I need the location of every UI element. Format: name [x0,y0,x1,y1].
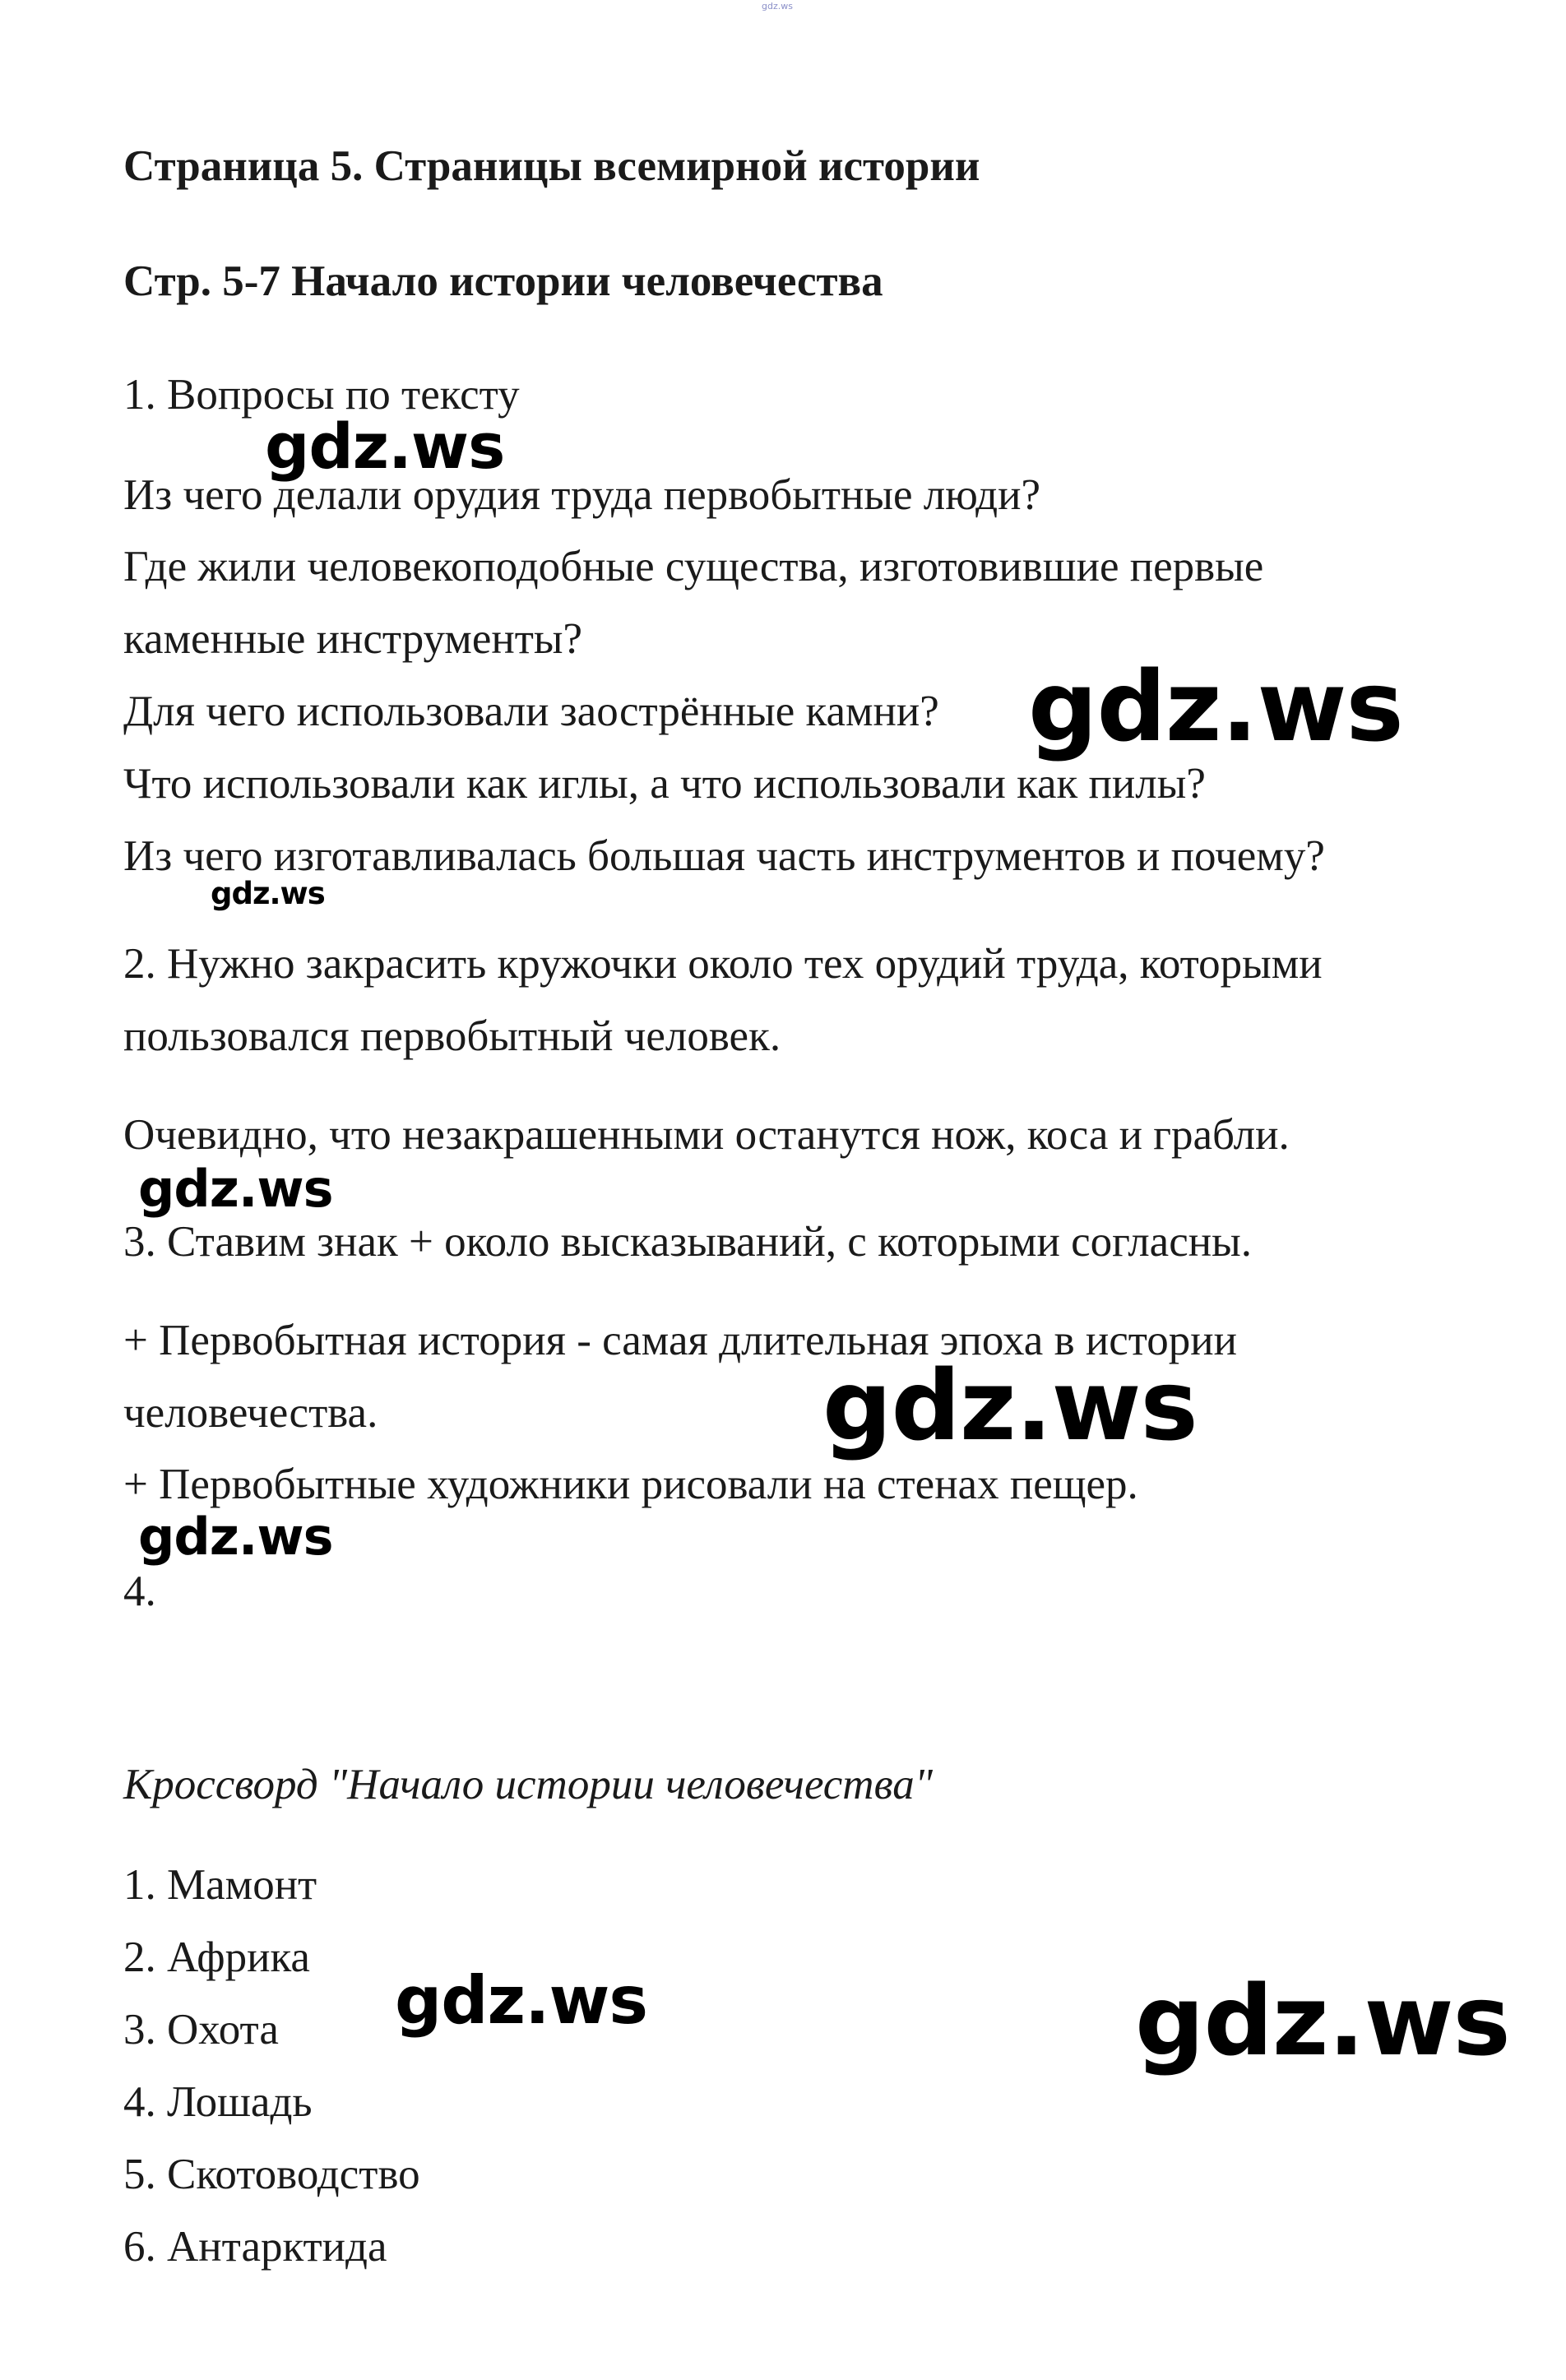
crossword-title: Кроссворд "Начало истории человечества" [123,1761,933,1808]
watermark: gdz.ws [265,410,505,483]
page-heading: Страница 5. Страницы всемирной истории [123,142,980,190]
crossword-answer: 1. Мамонт [123,1861,317,1909]
question-1-title: 1. Вопросы по тексту [123,371,520,419]
question-line: Из чего изготавливалась большая часть инструментов и почему? [123,832,1325,880]
question-line: Из чего делали орудия труда первобытные люди? [123,471,1040,519]
section-heading: Стр. 5-7 Начало истории человечества [123,257,883,305]
question-line: Где жили человекоподобные существа, изготовившие первые [123,543,1264,590]
watermark: gdz.ws [1135,1964,1510,2077]
crossword-answer: 5. Скотоводство [123,2151,420,2198]
watermark: gdz.ws [1028,650,1403,763]
question-line: Для чего использовали заострённые камни? [123,688,939,735]
crossword-answer: 4. Лошадь [123,2078,313,2126]
top-watermark: gdz.ws [762,1,793,12]
question-line: каменные инструменты? [123,615,583,663]
watermark: gdz.ws [138,1159,333,1219]
statement-line: + Первобытные художники рисовали на стенах пещер. [123,1461,1138,1508]
question-line: Что использовали как иглы, а что использовали как пилы? [123,760,1206,808]
statement-line: + Первобытная история - самая длительная эпоха в истории [123,1317,1237,1364]
statement-line: человечества. [123,1389,378,1437]
question-3-title: 3. Ставим знак + около высказываний, с которыми согласны. [123,1218,1252,1266]
question-4-title: 4. [123,1567,156,1615]
watermark: gdz.ws [138,1507,333,1567]
question-2-line: пользовался первобытный человек. [123,1012,781,1060]
question-2-answer: Очевидно, что незакрашенными останутся нож, коса и грабли. [123,1111,1290,1159]
crossword-answer: 3. Охота [123,2006,279,2054]
crossword-answer: 6. Антарктида [123,2223,387,2271]
watermark: gdz.ws [211,876,325,911]
watermark: gdz.ws [395,1962,648,2039]
question-2-line: 2. Нужно закрасить кружочки около тех орудий труда, которыми [123,940,1323,988]
crossword-answer: 2. Африка [123,1933,310,1981]
watermark: gdz.ws [822,1349,1198,1462]
